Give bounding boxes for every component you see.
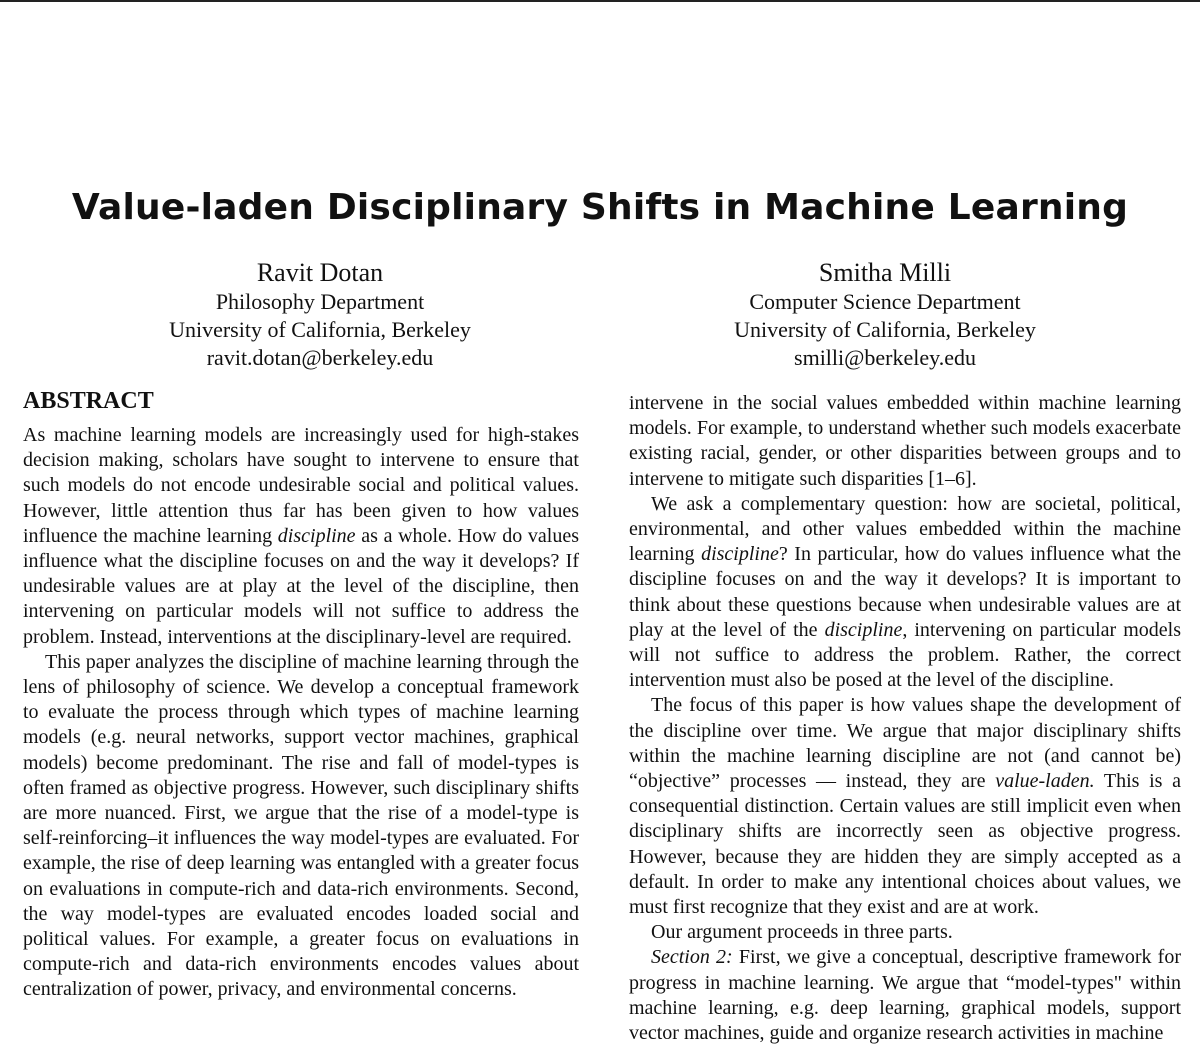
text-run: As machine learning models are increasingly used for high-stakes decision making, scholars have sought to intervene to ensure that such models do not encode undesirable social and political values. However, little attention thus far has been given to how values influence the machine learning	[23, 424, 579, 547]
emphasis-text: discipline	[701, 543, 779, 566]
author-email: smilli@berkeley.edu	[794, 345, 976, 370]
author-block-1	[60, 258, 580, 372]
emphasis-text: discipline	[824, 618, 903, 641]
author-name: Smitha Milli	[818, 258, 952, 287]
text-run: as a whole. How do values influence what the discipline focuses on and the way it develops? If undesirable values are at play at the level of the discipline, then intervening on particular models will not suffice to address the problem. Instead, interventions at the disciplinary-level are required.	[23, 524, 579, 648]
body-paragraph-4: Our argument proceeds in three parts.	[651, 921, 953, 944]
page-top-rule	[0, 0, 1200, 2]
text-run: We ask a complementary question: how are societal, political, environmental, and other values embedded within the machine learning	[629, 492, 1181, 566]
text-run: First, we give a conceptual, descriptive framework for progress in machine learning. We argue that “model-types" within machine learning, e.g. deep learning, graphical models, support vector machines, guide and organize research activities in machine	[629, 946, 1182, 1045]
author-department: Philosophy Department	[215, 289, 425, 314]
body-paragraph-3	[629, 693, 1181, 920]
author-block-2	[625, 258, 1145, 372]
paper-title: Value-laden Disciplinary Shifts in Machine Learning	[71, 187, 1129, 228]
body-paragraph-2	[629, 492, 1181, 694]
emphasis-text: value-laden.	[995, 770, 1095, 793]
abstract-paragraph-1	[23, 423, 579, 650]
text-run: ? In particular, how do values influence what the discipline focuses on and the way it develops? It is important to think about these questions because when undesirable values are at play at the level of the	[629, 543, 1181, 641]
text-run: , intervening on particular models will not suffice to address the problem. Rather, the correct intervention must also be posed at the level of the discipline.	[629, 618, 1182, 692]
text-run: The focus of this paper is how values shape the development of the discipline over time. We argue that major disciplinary shifts within the machine learning discipline are not (and cannot be) “objective” processes — instead, they are	[629, 694, 1181, 793]
author-department: Computer Science Department	[749, 289, 1021, 314]
author-institution: University of California, Berkeley	[169, 317, 471, 342]
body-paragraph-5	[629, 945, 1181, 1046]
section-reference: Section 2:	[651, 946, 733, 969]
abstract-heading: ABSTRACT	[23, 388, 154, 414]
author-name: Ravit Dotan	[256, 258, 384, 287]
emphasis-text: discipline	[277, 524, 356, 547]
text-run: This is a consequential distinction. Certain values are still implicit even when disciplinary shifts are incorrectly seen as objective progress. However, because they are hidden they are simply accepted as a default. In order to make any intentional choices about values, we must first recognize that they exist and are at work.	[629, 770, 1181, 919]
right-column	[629, 391, 1181, 1046]
author-email: ravit.dotan@berkeley.edu	[206, 345, 434, 370]
body-paragraph-1: intervene in the social values embedded within machine learning models. For example, to understand whether such models exacerbate existing racial, gender, or other disparities between groups and to intervene to mitigate such disparities [1–6].	[629, 392, 1181, 490]
abstract-paragraph-2: This paper analyzes the discipline of machine learning through the lens of philosophy of science. We develop a conceptual framework to evaluate the process through which types of machine learning models (e.g. neural networks, support vector machines, graphical models) become predominant. The rise and fall of model-types is often framed as objective progress. However, such disciplinary shifts are more nuanced. First, we argue that the rise of a model-type is self-reinforcing–it influences the way model-types are evaluated. For example, the rise of deep learning was entangled with a greater focus on evaluations in compute-rich and data-rich environments. Second, the way model-types are evaluated encodes loaded social and political values. For example, a greater focus on evaluations in compute-rich and data-rich environments encodes values about centralization of power, privacy, and environmental concerns.	[23, 650, 579, 1001]
author-institution: University of California, Berkeley	[734, 317, 1036, 342]
left-column	[23, 385, 579, 1003]
